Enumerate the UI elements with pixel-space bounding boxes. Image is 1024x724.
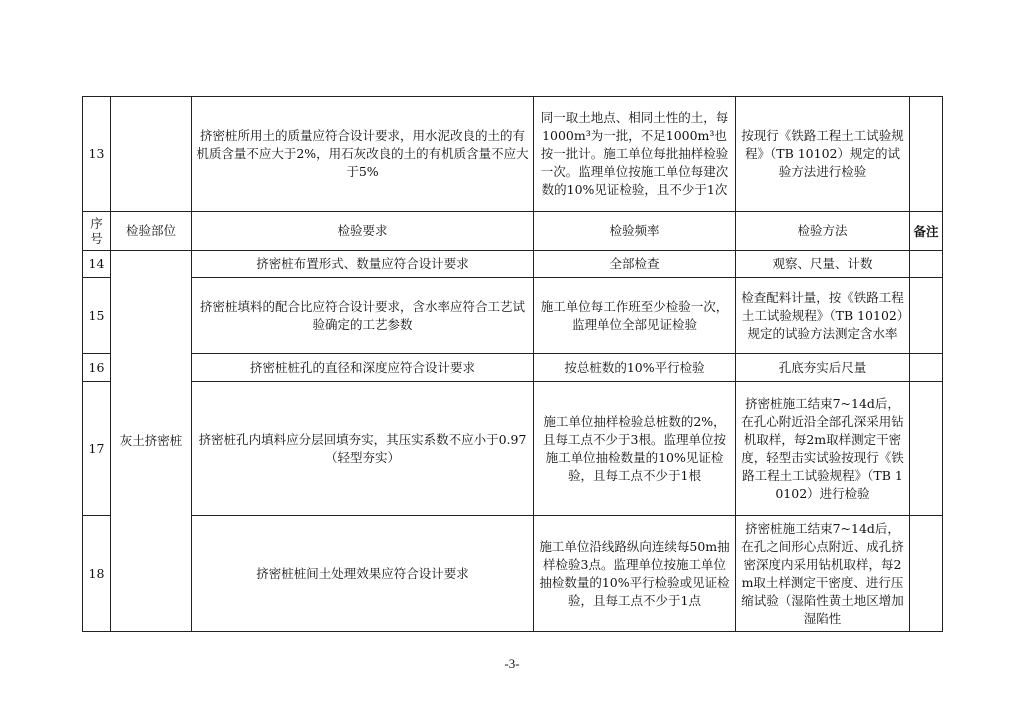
frequency-cell: 全部检查: [534, 251, 736, 278]
row-number: 18: [83, 516, 111, 632]
table-row: [83, 251, 943, 278]
header-no: 序号: [83, 212, 111, 251]
method-cell: 按现行《铁路工程土工试验规程》（TB 10102）规定的试验方法进行检验: [736, 97, 910, 212]
row-number: 16: [83, 354, 111, 382]
frequency-cell: 按总桩数的10%平行检验: [534, 354, 736, 382]
requirement-cell: 挤密桩填料的配合比应符合设计要求，含水率应符合工艺试验确定的工艺参数: [192, 278, 534, 354]
note-cell: [910, 97, 943, 212]
table-row: [83, 382, 943, 516]
frequency-cell: 施工单位沿线路纵向连续每50m抽样检验3点。监理单位按施工单位抽检数量的10%平行检验或见证检验，且每工点不少于1点: [534, 516, 736, 632]
row-number: 15: [83, 278, 111, 354]
note-cell: [910, 251, 943, 278]
table-row: [83, 278, 943, 354]
table-row: [83, 354, 943, 382]
header-part: 检验部位: [111, 212, 192, 251]
inspection-part-cell: [111, 97, 192, 212]
method-cell: 挤密桩施工结束7~14d后，在孔之间形心点附近、成孔挤密深度内采用钻机取样，每2m取土样测定干密度、进行压缩试验（湿陷性黄土地区增加湿陷性: [736, 516, 910, 632]
header-method: 检验方法: [736, 212, 910, 251]
table-row: [83, 97, 943, 212]
table-row: [83, 516, 943, 632]
requirement-cell: 挤密桩所用土的质量应符合设计要求，用水泥改良的土的有机质含量不应大于2%，用石灰改良的土的有机质含量不应大于5%: [192, 97, 534, 212]
requirement-cell: 挤密桩桩间土处理效果应符合设计要求: [192, 516, 534, 632]
page-number: -3-: [504, 656, 520, 671]
frequency-cell: 同一取土地点、相同土性的土，每1000m³为一批，不足1000m³也按一批计。施工单位每批抽样检验一次。监理单位按施工单位每建次数的10%见证检验，且不少于1次: [534, 97, 736, 212]
frequency-cell: 施工单位每工作班至少检验一次，监理单位全部见证检验: [534, 278, 736, 354]
inspection-table: [82, 96, 943, 632]
requirement-cell: 挤密桩布置形式、数量应符合设计要求: [192, 251, 534, 278]
note-cell: [910, 278, 943, 354]
header-note: 备注: [910, 212, 943, 251]
note-cell: [910, 354, 943, 382]
row-number: 13: [83, 97, 111, 212]
note-cell: [910, 516, 943, 632]
method-cell: 挤密桩施工结束7~14d后，在孔心附近沿全部孔深采用钻机取样，每2m取样测定干密度，轻型击实试验按现行《铁路工程土工试验规程》（TB 10102）进行检验: [736, 382, 910, 516]
table-header-row: [83, 212, 943, 251]
requirement-cell: 挤密桩孔内填料应分层回填夯实，其压实系数不应小于0.97（轻型夯实）: [192, 382, 534, 516]
method-cell: 观察、尺量、计数: [736, 251, 910, 278]
header-frequency: 检验频率: [534, 212, 736, 251]
row-number: 14: [83, 251, 111, 278]
method-cell: 检查配料计量，按《铁路工程土工试验规程》（TB 10102）规定的试验方法测定含水率: [736, 278, 910, 354]
requirement-cell: 挤密桩桩孔的直径和深度应符合设计要求: [192, 354, 534, 382]
method-cell: 孔底夯实后尺量: [736, 354, 910, 382]
header-requirement: 检验要求: [192, 212, 534, 251]
note-cell: [910, 382, 943, 516]
row-number: 17: [83, 382, 111, 516]
frequency-cell: 施工单位抽样检验总桩数的2%，且每工点不少于3根。监理单位按施工单位抽检数量的10%见证检验，且每工点不少于1根: [534, 382, 736, 516]
inspection-part-cell: 灰土挤密桩: [111, 251, 192, 632]
